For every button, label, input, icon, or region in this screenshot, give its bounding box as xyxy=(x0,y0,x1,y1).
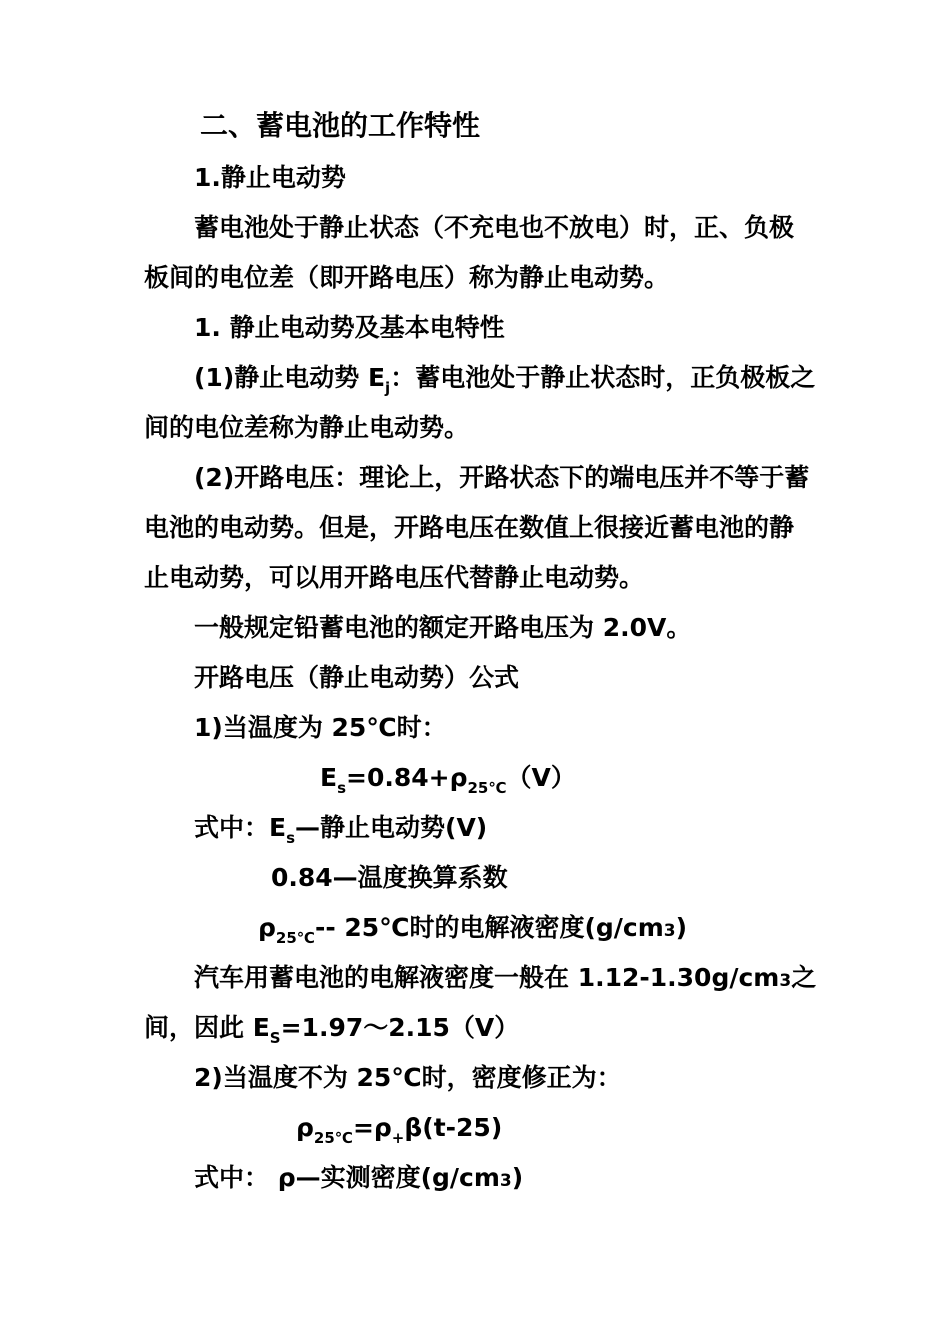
formula-line xyxy=(296,1112,503,1147)
paragraph-line: (2)开路电压：理论上，开路状态下的端电压并不等于蓄 xyxy=(194,463,810,492)
paragraph-line: 0.84—温度换算系数 xyxy=(271,863,508,892)
paragraph-line xyxy=(194,962,816,997)
text-segment: ：蓄电池处于静止状态时，正负极板之 xyxy=(390,363,816,392)
superscript-3: 3 xyxy=(499,1171,512,1191)
formula-line xyxy=(320,762,576,797)
paragraph-line: 2)当温度不为 25℃时，密度修正为： xyxy=(194,1063,622,1092)
paragraph-line: 一般规定铅蓄电池的额定开路电压为 2.0V。 xyxy=(194,613,692,642)
paragraph-line: 蓄电池处于静止状态（不充电也不放电）时，正、负极 xyxy=(194,213,795,242)
text-segment: 式中：E xyxy=(194,813,287,842)
superscript-3: 3 xyxy=(663,921,676,941)
subscript: 25℃ xyxy=(467,779,507,797)
section-title: 1.静止电动势 xyxy=(194,163,346,192)
superscript-3: 3 xyxy=(779,971,792,991)
text-segment: E xyxy=(320,763,338,792)
paragraph-line: 间的电位差称为静止电动势。 xyxy=(144,413,470,442)
text-segment: 之 xyxy=(791,963,817,992)
paragraph-line: 开路电压（静止电动势）公式 xyxy=(194,663,520,692)
subsection-title: 1. 静止电动势及基本电特性 xyxy=(194,313,505,342)
text-segment: （V） xyxy=(506,763,576,792)
paragraph-line: 1)当温度为 25℃时： xyxy=(194,713,447,742)
subscript: s xyxy=(337,779,347,797)
paragraph-line xyxy=(194,812,488,847)
subscript: s xyxy=(286,829,296,847)
text-segment: 间，因此 E xyxy=(144,1013,270,1042)
section-heading: 二、蓄电池的工作特性 xyxy=(200,109,481,142)
text-segment: =ρ xyxy=(352,1113,392,1142)
paragraph-line: 板间的电位差（即开路电压）称为静止电动势。 xyxy=(144,263,670,292)
text-segment: ) xyxy=(511,1163,524,1192)
paragraph-line xyxy=(144,1012,520,1047)
text-segment: (1)静止电动势 E xyxy=(194,363,386,392)
subscript: j xyxy=(385,379,391,397)
text-segment: -- 25℃时的电解液密度(g/cm xyxy=(314,913,664,942)
subscript: + xyxy=(391,1129,405,1147)
text-segment: ρ xyxy=(258,913,276,942)
subscript: 25℃ xyxy=(313,1129,353,1147)
text-segment: =0.84+ρ xyxy=(346,763,468,792)
subscript: 25℃ xyxy=(275,929,315,947)
paragraph-line xyxy=(258,912,687,947)
text-segment: 汽车用蓄电池的电解液密度一般在 1.12-1.30g/cm xyxy=(194,963,780,992)
paragraph-line xyxy=(194,362,816,397)
paragraph-line: 电池的电动势。但是，开路电压在数值上很接近蓄电池的静 xyxy=(144,513,795,542)
paragraph-line xyxy=(194,1162,523,1197)
text-segment: ) xyxy=(675,913,688,942)
text-segment: =1.97～2.15（V） xyxy=(280,1013,520,1042)
text-segment: β(t-25) xyxy=(404,1113,503,1142)
text-segment: 式中： ρ—实测密度(g/cm xyxy=(194,1163,500,1192)
subscript: S xyxy=(269,1029,281,1047)
text-segment: ρ xyxy=(296,1113,314,1142)
text-segment: —静止电动势(V) xyxy=(295,813,488,842)
paragraph-line: 止电动势，可以用开路电压代替静止电动势。 xyxy=(144,563,645,592)
